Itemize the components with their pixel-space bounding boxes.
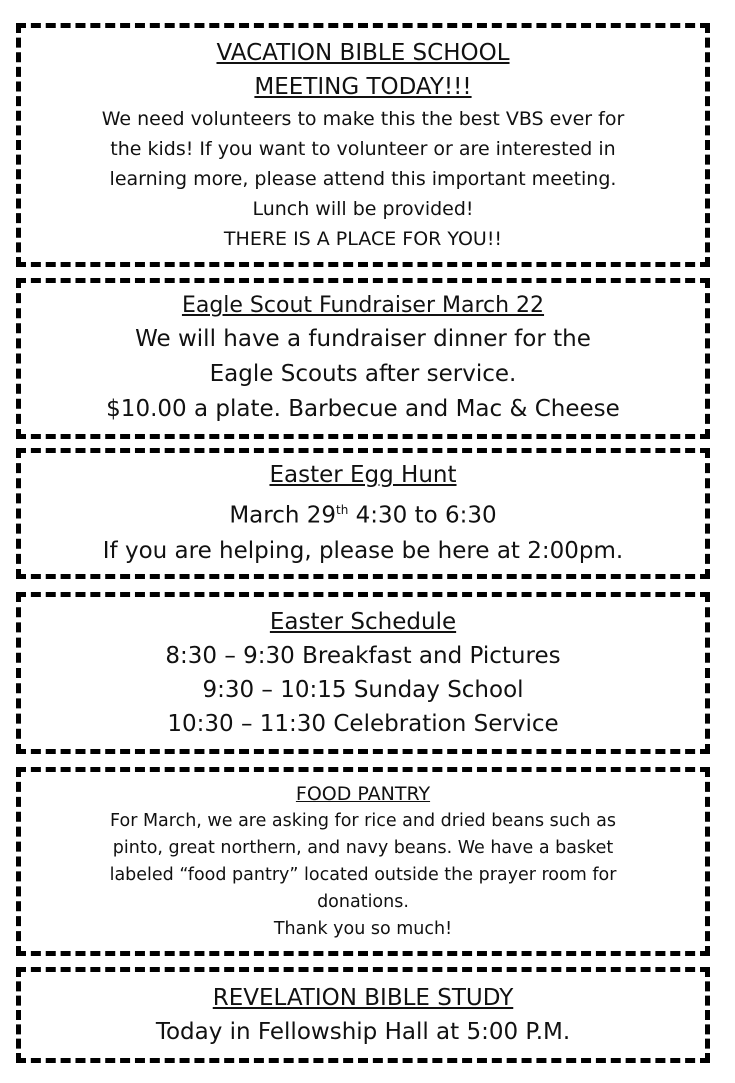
eagle-scout-announcement (16, 278, 710, 439)
vbs-body-line: Lunch will be provided! (252, 198, 474, 220)
vbs-title: VACATION BIBLE SCHOOL (216, 40, 510, 66)
food-pantry-line: labeled “food pantry” located outside the prayer room for (109, 864, 617, 885)
schedule-item: 9:30 – 10:15 Sunday School (202, 677, 524, 703)
schedule-item: 8:30 – 9:30 Breakfast and Pictures (165, 643, 561, 669)
food-pantry-line: Thank you so much! (273, 918, 453, 939)
bible-study-detail: Today in Fellowship Hall at 5:00 P.M. (155, 1019, 571, 1045)
food-pantry-line: pinto, great northern, and navy beans. We have a basket (112, 837, 614, 858)
vbs-body-line: We need volunteers to make this the best VBS ever for (101, 108, 625, 130)
easter-egg-hunt-announcement (16, 448, 710, 579)
egg-hunt-note: If you are helping, please be here at 2:00pm. (102, 537, 624, 564)
egg-hunt-time: 4:30 to 6:30 (348, 502, 497, 529)
vbs-body-line: THERE IS A PLACE FOR YOU!! (223, 228, 503, 250)
egg-hunt-date-day: March 29 (229, 502, 337, 529)
bible-study-announcement (16, 967, 710, 1063)
vbs-body-line: the kids! If you want to volunteer or are interested in (110, 138, 616, 160)
schedule-item: 10:30 – 11:30 Celebration Service (167, 711, 559, 737)
food-pantry-line: donations. (317, 891, 409, 912)
food-pantry-title: FOOD PANTRY (295, 782, 431, 805)
easter-schedule-announcement (16, 592, 710, 754)
vbs-announcement (16, 23, 710, 267)
egg-hunt-date-ordinal: th (336, 503, 349, 518)
bible-study-title: REVELATION BIBLE STUDY (212, 985, 514, 1011)
eagle-body-line: $10.00 a plate. Barbecue and Mac & Cheese (106, 396, 620, 422)
eagle-title: Eagle Scout Fundraiser March 22 (181, 293, 545, 318)
schedule-title: Easter Schedule (269, 609, 457, 635)
eagle-body-line: We will have a fundraiser dinner for the (135, 326, 591, 352)
egg-hunt-date (21, 493, 705, 534)
egg-hunt-title: Easter Egg Hunt (269, 462, 457, 489)
vbs-body-line: learning more, please attend this important meeting. (109, 168, 617, 190)
vbs-subtitle: MEETING TODAY!!! (254, 74, 472, 100)
food-pantry-line: For March, we are asking for rice and dried beans such as (110, 810, 616, 831)
food-pantry-announcement (16, 767, 710, 956)
eagle-body-line: Eagle Scouts after service. (209, 361, 517, 387)
